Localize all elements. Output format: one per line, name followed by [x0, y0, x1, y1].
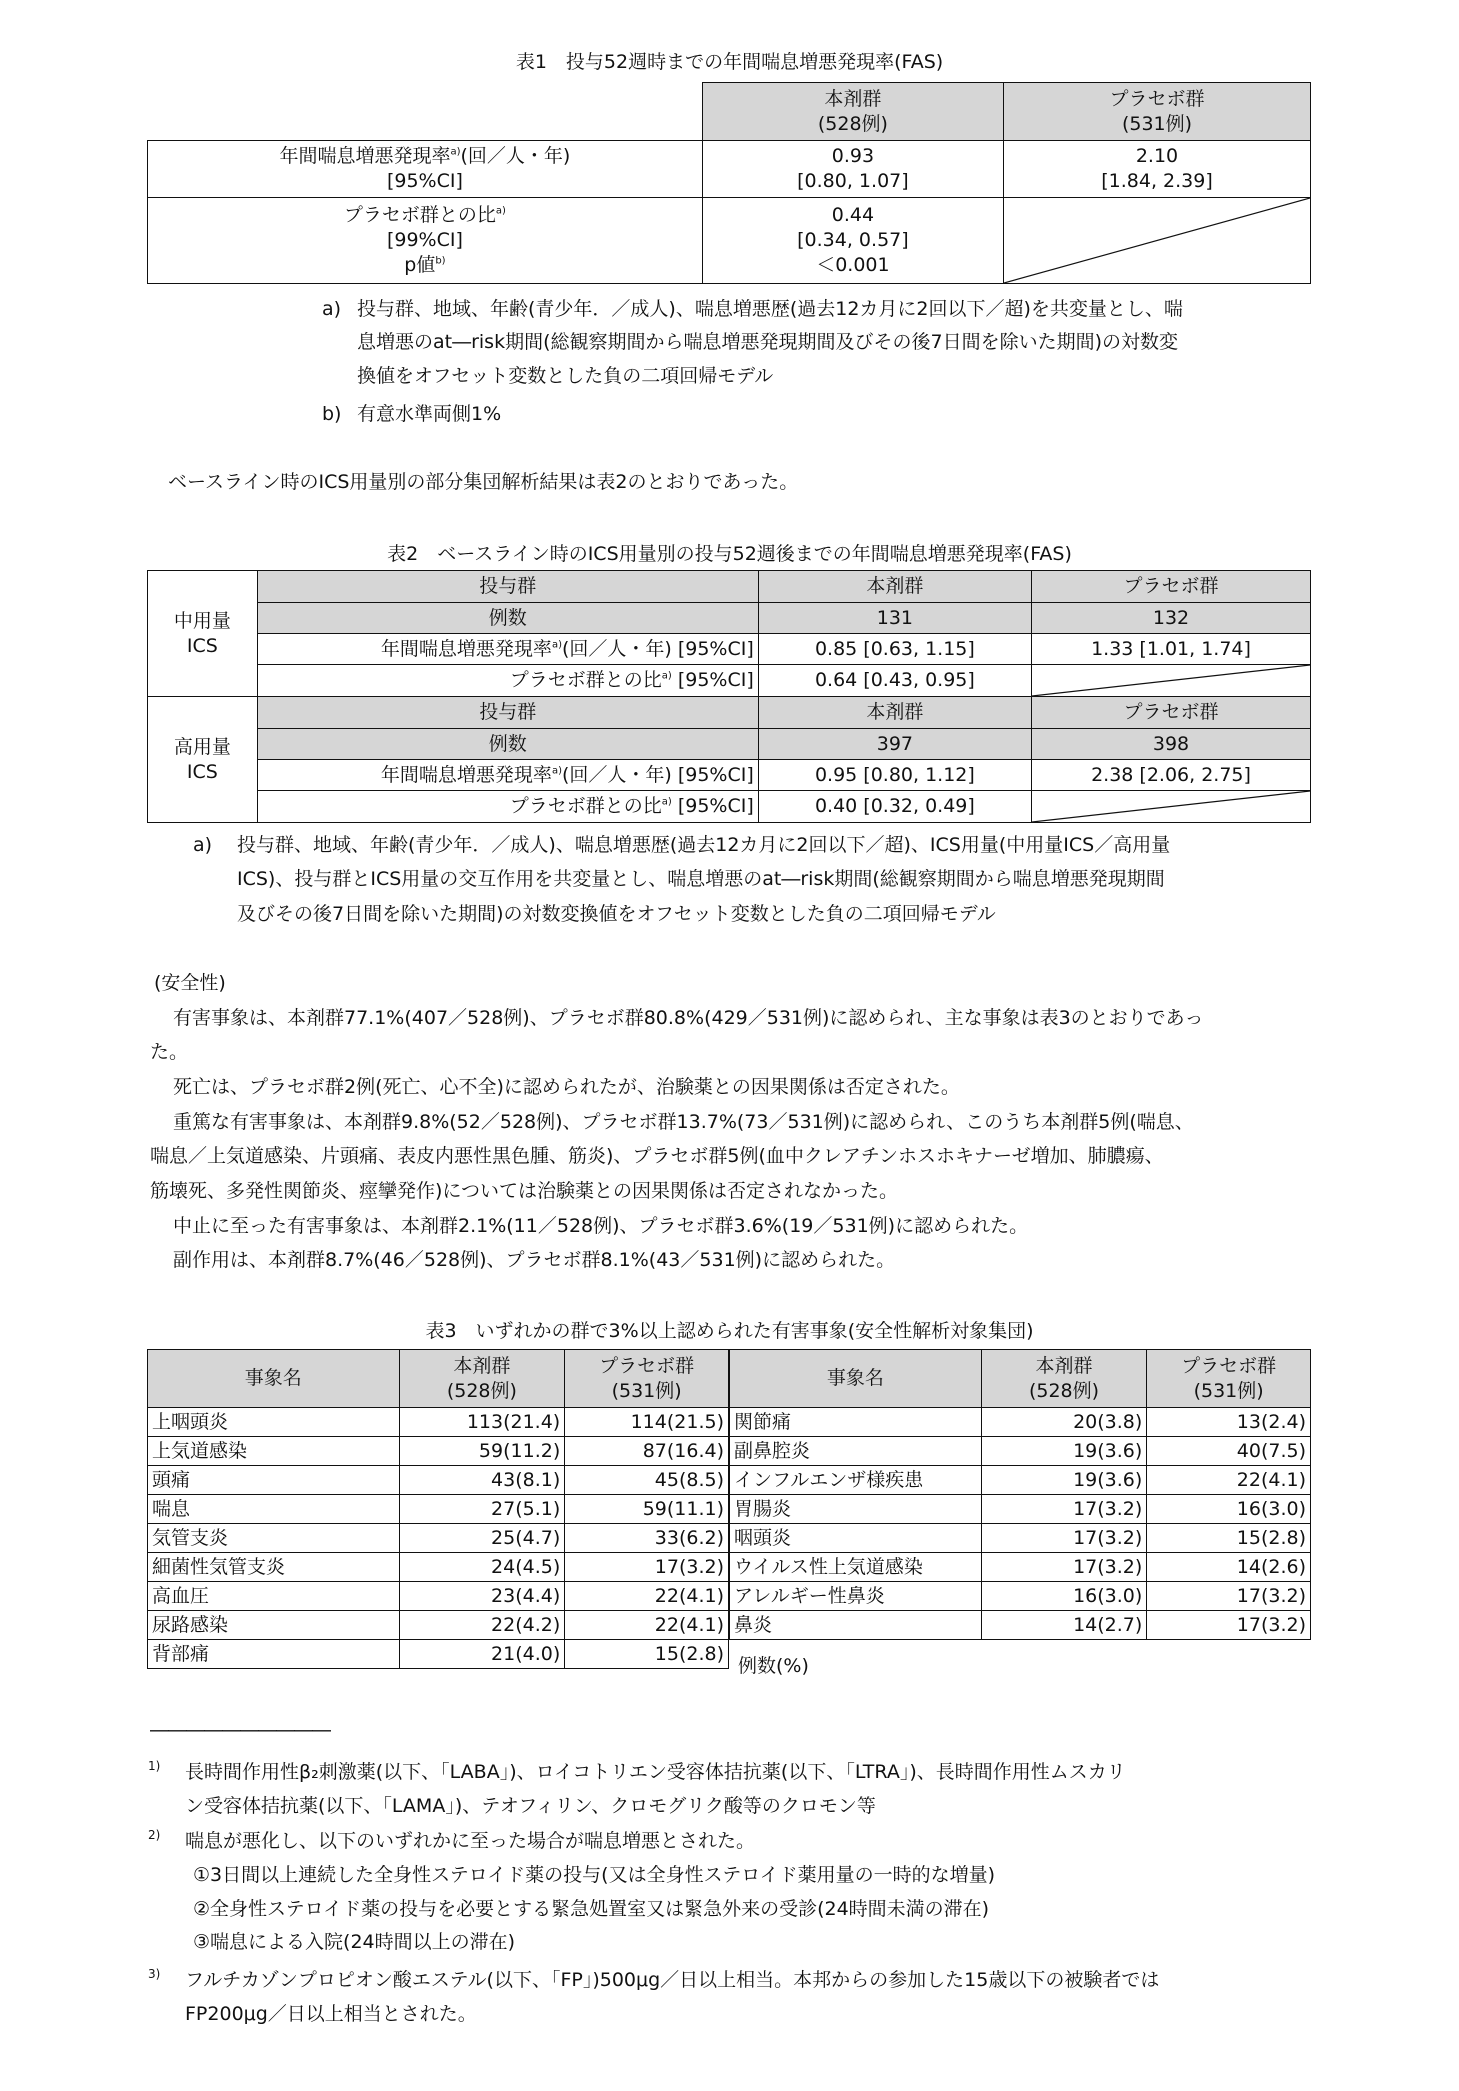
footnote-rule: ―――――――――― [150, 1719, 330, 1741]
table2-n-label: 例数 [257, 729, 758, 760]
table3-placebo: 17(3.2) [1147, 1582, 1311, 1611]
table2-ratio-label: プラセボ群との比$^{a)}$ [95%CI] [257, 791, 758, 823]
table3-drug: 16(3.0) [981, 1582, 1147, 1611]
table2-n-label: 例数 [257, 603, 758, 634]
note1-a-line: 投与群、地域、年齢(青少年．／成人)、喘息増悪歴(過去12カ月に2回以下／超)を共変量とし、喘 [357, 298, 1183, 320]
note2-a-line: 及びその後7日間を除いた期間)の対数変換値をオフセット変数とした負の二項回帰モデル [237, 903, 996, 925]
table3-drug: 23(4.4) [399, 1582, 565, 1611]
table2-header-placebo: プラセボ群 [1031, 571, 1310, 603]
table3-drug: 14(2.7) [981, 1611, 1147, 1640]
table3-event: アレルギー性鼻炎 [730, 1582, 982, 1611]
table2-n-placebo: 132 [1031, 603, 1310, 634]
footnote-line: ③喘息による入院(24時間以上の滞在) [193, 1931, 516, 1953]
table1-row2-drug: 0.44 [0.34, 0.57] ＜0.001 [702, 198, 1003, 284]
table2-ratio-label: プラセボ群との比$^{a)}$ [95%CI] [257, 665, 758, 697]
table2-caption: 表2 ベースライン時のICS用量別の投与52週後までの年間喘息増悪発現率(FAS) [387, 543, 1072, 565]
footnote-line: フルチカゾンプロピオン酸エステル(以下、「FP」)500μg／日以上相当。本邦からの参加した15歳以下の被験者では [185, 1969, 1160, 1991]
table3-event: 高血圧 [148, 1582, 400, 1611]
table3-event: 気管支炎 [148, 1524, 400, 1553]
table3-placebo: 22(4.1) [565, 1611, 729, 1640]
table3-drug: 25(4.7) [399, 1524, 565, 1553]
table3-event: 咽頭炎 [730, 1524, 982, 1553]
table2-header-group: 投与群 [257, 571, 758, 603]
table3-header-drug: 本剤群 (528例) [399, 1350, 565, 1408]
table3-right [729, 1349, 1311, 1640]
table2-rate-label: 年間喘息増悪発現率$^{a)}$(回／人・年) [95%CI] [257, 634, 758, 665]
table3-event: 尿路感染 [148, 1611, 400, 1640]
table2-header-group: 投与群 [257, 697, 758, 729]
note1-a-line: 換値をオフセット変数とした負の二項回帰モデル [357, 365, 774, 387]
diagonal-line [1004, 198, 1310, 283]
table2-rate-drug: 0.95 [0.80, 1.12] [758, 760, 1031, 791]
safety-line: 喘息／上気道感染、片頭痛、表皮内悪性黒色腫、筋炎)、プラセボ群5例(血中クレアチンホスホキナーゼ増加、肺膿瘍、 [150, 1145, 1164, 1167]
table3-drug: 21(4.0) [399, 1640, 565, 1669]
table3-unit-note: 例数(%) [738, 1655, 809, 1677]
table2-rate-placebo: 2.38 [2.06, 2.75] [1031, 760, 1310, 791]
footnote-line: ①3日間以上連続した全身性ステロイド薬の投与(又は全身性ステロイド薬用量の一時的な増量) [193, 1864, 996, 1886]
table3-drug: 113(21.4) [399, 1408, 565, 1437]
table3-drug: 17(3.2) [981, 1524, 1147, 1553]
safety-line: 筋壊死、多発性関節炎、痙攣発作)については治験薬との因果関係は否定されなかった。 [150, 1180, 899, 1202]
table3-drug: 27(5.1) [399, 1495, 565, 1524]
table3-placebo: 59(11.1) [565, 1495, 729, 1524]
table2-ratio-placebo-empty [1031, 665, 1310, 697]
table3-header-event: 事象名 [730, 1350, 982, 1408]
safety-line: 副作用は、本剤群8.7%(46／528例)、プラセボ群8.1%(43／531例)に認められた。 [173, 1249, 896, 1271]
table3-placebo: 87(16.4) [565, 1437, 729, 1466]
table3-event: 胃腸炎 [730, 1495, 982, 1524]
table3-placebo: 22(4.1) [1147, 1466, 1311, 1495]
table2-ratio-drug: 0.40 [0.32, 0.49] [758, 791, 1031, 823]
table2-header-drug: 本剤群 [758, 697, 1031, 729]
table3-event: 背部痛 [148, 1640, 400, 1669]
table3-header-placebo: プラセボ群 (531例) [1147, 1350, 1311, 1408]
table1-col2-header: プラセボ群 (531例) [1003, 83, 1310, 141]
note1-b-marker: b) [322, 403, 342, 425]
safety-line: 死亡は、プラセボ群2例(死亡、心不全)に認められたが、治験薬との因果関係は否定された。 [173, 1076, 960, 1098]
table2-header-drug: 本剤群 [758, 571, 1031, 603]
table3-left [147, 1349, 729, 1669]
footnote-line: 喘息が悪化し、以下のいずれかに至った場合が喘息増悪とされた。 [185, 1830, 756, 1852]
table3-drug: 43(8.1) [399, 1466, 565, 1495]
table3-placebo: 15(2.8) [565, 1640, 729, 1669]
table3-placebo: 16(3.0) [1147, 1495, 1311, 1524]
footnote-marker: 3) [148, 1967, 161, 1981]
table3-placebo: 15(2.8) [1147, 1524, 1311, 1553]
table2-n-drug: 131 [758, 603, 1031, 634]
table1-row2-label: プラセボ群との比$^{a)}$ [99%CI] p値$^{b)}$ [148, 198, 703, 284]
table3-header-event: 事象名 [148, 1350, 400, 1408]
table3-event: 頭痛 [148, 1466, 400, 1495]
table3-placebo: 33(6.2) [565, 1524, 729, 1553]
table3-drug: 17(3.2) [981, 1495, 1147, 1524]
table3-event: ウイルス性上気道感染 [730, 1553, 982, 1582]
safety-heading: (安全性) [154, 972, 226, 994]
table3-header-drug: 本剤群 (528例) [981, 1350, 1147, 1408]
footnote-line: ②全身性ステロイド薬の投与を必要とする緊急処置室又は緊急外来の受診(24時間未満の滞在) [193, 1898, 990, 1920]
table1-col1-header: 本剤群 (528例) [702, 83, 1003, 141]
table3-event: 喘息 [148, 1495, 400, 1524]
table2-rate-placebo: 1.33 [1.01, 1.74] [1031, 634, 1310, 665]
footnote-line: 長時間作用性β₂刺激薬(以下、「LABA」)、ロイコトリエン受容体拮抗薬(以下、「LTRA」)、長時間作用性ムスカリ [185, 1761, 1126, 1783]
table1-blank-corner [148, 83, 703, 141]
table2-ratio-placebo-empty [1031, 791, 1310, 823]
table2-ratio-drug: 0.64 [0.43, 0.95] [758, 665, 1031, 697]
table3-event: 細菌性気管支炎 [148, 1553, 400, 1582]
safety-line: 重篤な有害事象は、本剤群9.8%(52／528例)、プラセボ群13.7%(73／531例)に認められ、このうち本剤群5例(喘息、 [173, 1111, 1194, 1133]
diagonal-line [1032, 665, 1310, 696]
table3-drug: 24(4.5) [399, 1553, 565, 1582]
table3-event: インフルエンザ様疾患 [730, 1466, 982, 1495]
table3-caption: 表3 いずれかの群で3%以上認められた有害事象(安全性解析対象集団) [425, 1320, 1034, 1342]
table2-group-label: 中用量 ICS [148, 571, 258, 697]
table3-placebo: 13(2.4) [1147, 1408, 1311, 1437]
table3-placebo: 40(7.5) [1147, 1437, 1311, 1466]
table1-row1-placebo: 2.10 [1.84, 2.39] [1003, 141, 1310, 198]
table3-placebo: 17(3.2) [1147, 1611, 1311, 1640]
para-ics: ベースライン時のICS用量別の部分集団解析結果は表2のとおりであった。 [168, 471, 799, 493]
note2-a-line: ICS)、投与群とICS用量の交互作用を共変量とし、喘息増悪のat―risk期間(総観察期間から喘息増悪発現期間 [237, 868, 1165, 890]
table3-placebo: 14(2.6) [1147, 1553, 1311, 1582]
table2 [147, 570, 1311, 823]
footnote-line: FP200μg／日以上相当とされた。 [185, 2003, 477, 2025]
table2-group-label: 高用量 ICS [148, 697, 258, 823]
table3-drug: 17(3.2) [981, 1553, 1147, 1582]
table3-header-placebo: プラセボ群 (531例) [565, 1350, 729, 1408]
table1-row2-placebo-empty [1003, 198, 1310, 284]
table3-event: 上咽頭炎 [148, 1408, 400, 1437]
note1-a-line: 息増悪のat―risk期間(総観察期間から喘息増悪発現期間及びその後7日間を除いた期間)の対数変 [357, 331, 1179, 353]
table1-row1-drug: 0.93 [0.80, 1.07] [702, 141, 1003, 198]
table3-event: 関節痛 [730, 1408, 982, 1437]
table3-drug: 19(3.6) [981, 1466, 1147, 1495]
table2-n-drug: 397 [758, 729, 1031, 760]
table2-rate-drug: 0.85 [0.63, 1.15] [758, 634, 1031, 665]
table3-placebo: 45(8.5) [565, 1466, 729, 1495]
table3-event: 鼻炎 [730, 1611, 982, 1640]
safety-line: 中止に至った有害事象は、本剤群2.1%(11／528例)、プラセボ群3.6%(19／531例)に認められた。 [173, 1215, 1029, 1237]
safety-line: た。 [150, 1041, 189, 1063]
table1-caption: 表1 投与52週時までの年間喘息増悪発現率(FAS) [515, 51, 944, 73]
footnote-line: ン受容体拮抗薬(以下、「LAMA」)、テオフィリン、クロモグリク酸等のクロモン等 [185, 1795, 876, 1817]
table2-n-placebo: 398 [1031, 729, 1310, 760]
diagonal-line [1032, 791, 1310, 822]
table3-event: 副鼻腔炎 [730, 1437, 982, 1466]
table1-row1-label: 年間喘息増悪発現率$^{a)}$(回／人・年) [95%CI] [148, 141, 703, 198]
table1 [147, 82, 1311, 284]
footnote-marker: 2) [148, 1828, 161, 1842]
safety-line: 有害事象は、本剤群77.1%(407／528例)、プラセボ群80.8%(429／531例)に認められ、主な事象は表3のとおりであっ [173, 1007, 1204, 1029]
note2-a-line: 投与群、地域、年齢(青少年．／成人)、喘息増悪歴(過去12カ月に2回以下／超)、ICS用量(中用量ICS／高用量 [237, 834, 1171, 856]
note1-b-line: 有意水準両側1% [357, 403, 502, 425]
note2-a-marker: a) [193, 834, 213, 856]
table2-header-placebo: プラセボ群 [1031, 697, 1310, 729]
table3-drug: 22(4.2) [399, 1611, 565, 1640]
table3-placebo: 22(4.1) [565, 1582, 729, 1611]
footnote-marker: 1) [148, 1759, 161, 1773]
table3-placebo: 17(3.2) [565, 1553, 729, 1582]
table3-drug: 59(11.2) [399, 1437, 565, 1466]
table3-drug: 20(3.8) [981, 1408, 1147, 1437]
table3-drug: 19(3.6) [981, 1437, 1147, 1466]
table3-event: 上気道感染 [148, 1437, 400, 1466]
table3-placebo: 114(21.5) [565, 1408, 729, 1437]
table2-rate-label: 年間喘息増悪発現率$^{a)}$(回／人・年) [95%CI] [257, 760, 758, 791]
note1-a-marker: a) [322, 298, 342, 320]
